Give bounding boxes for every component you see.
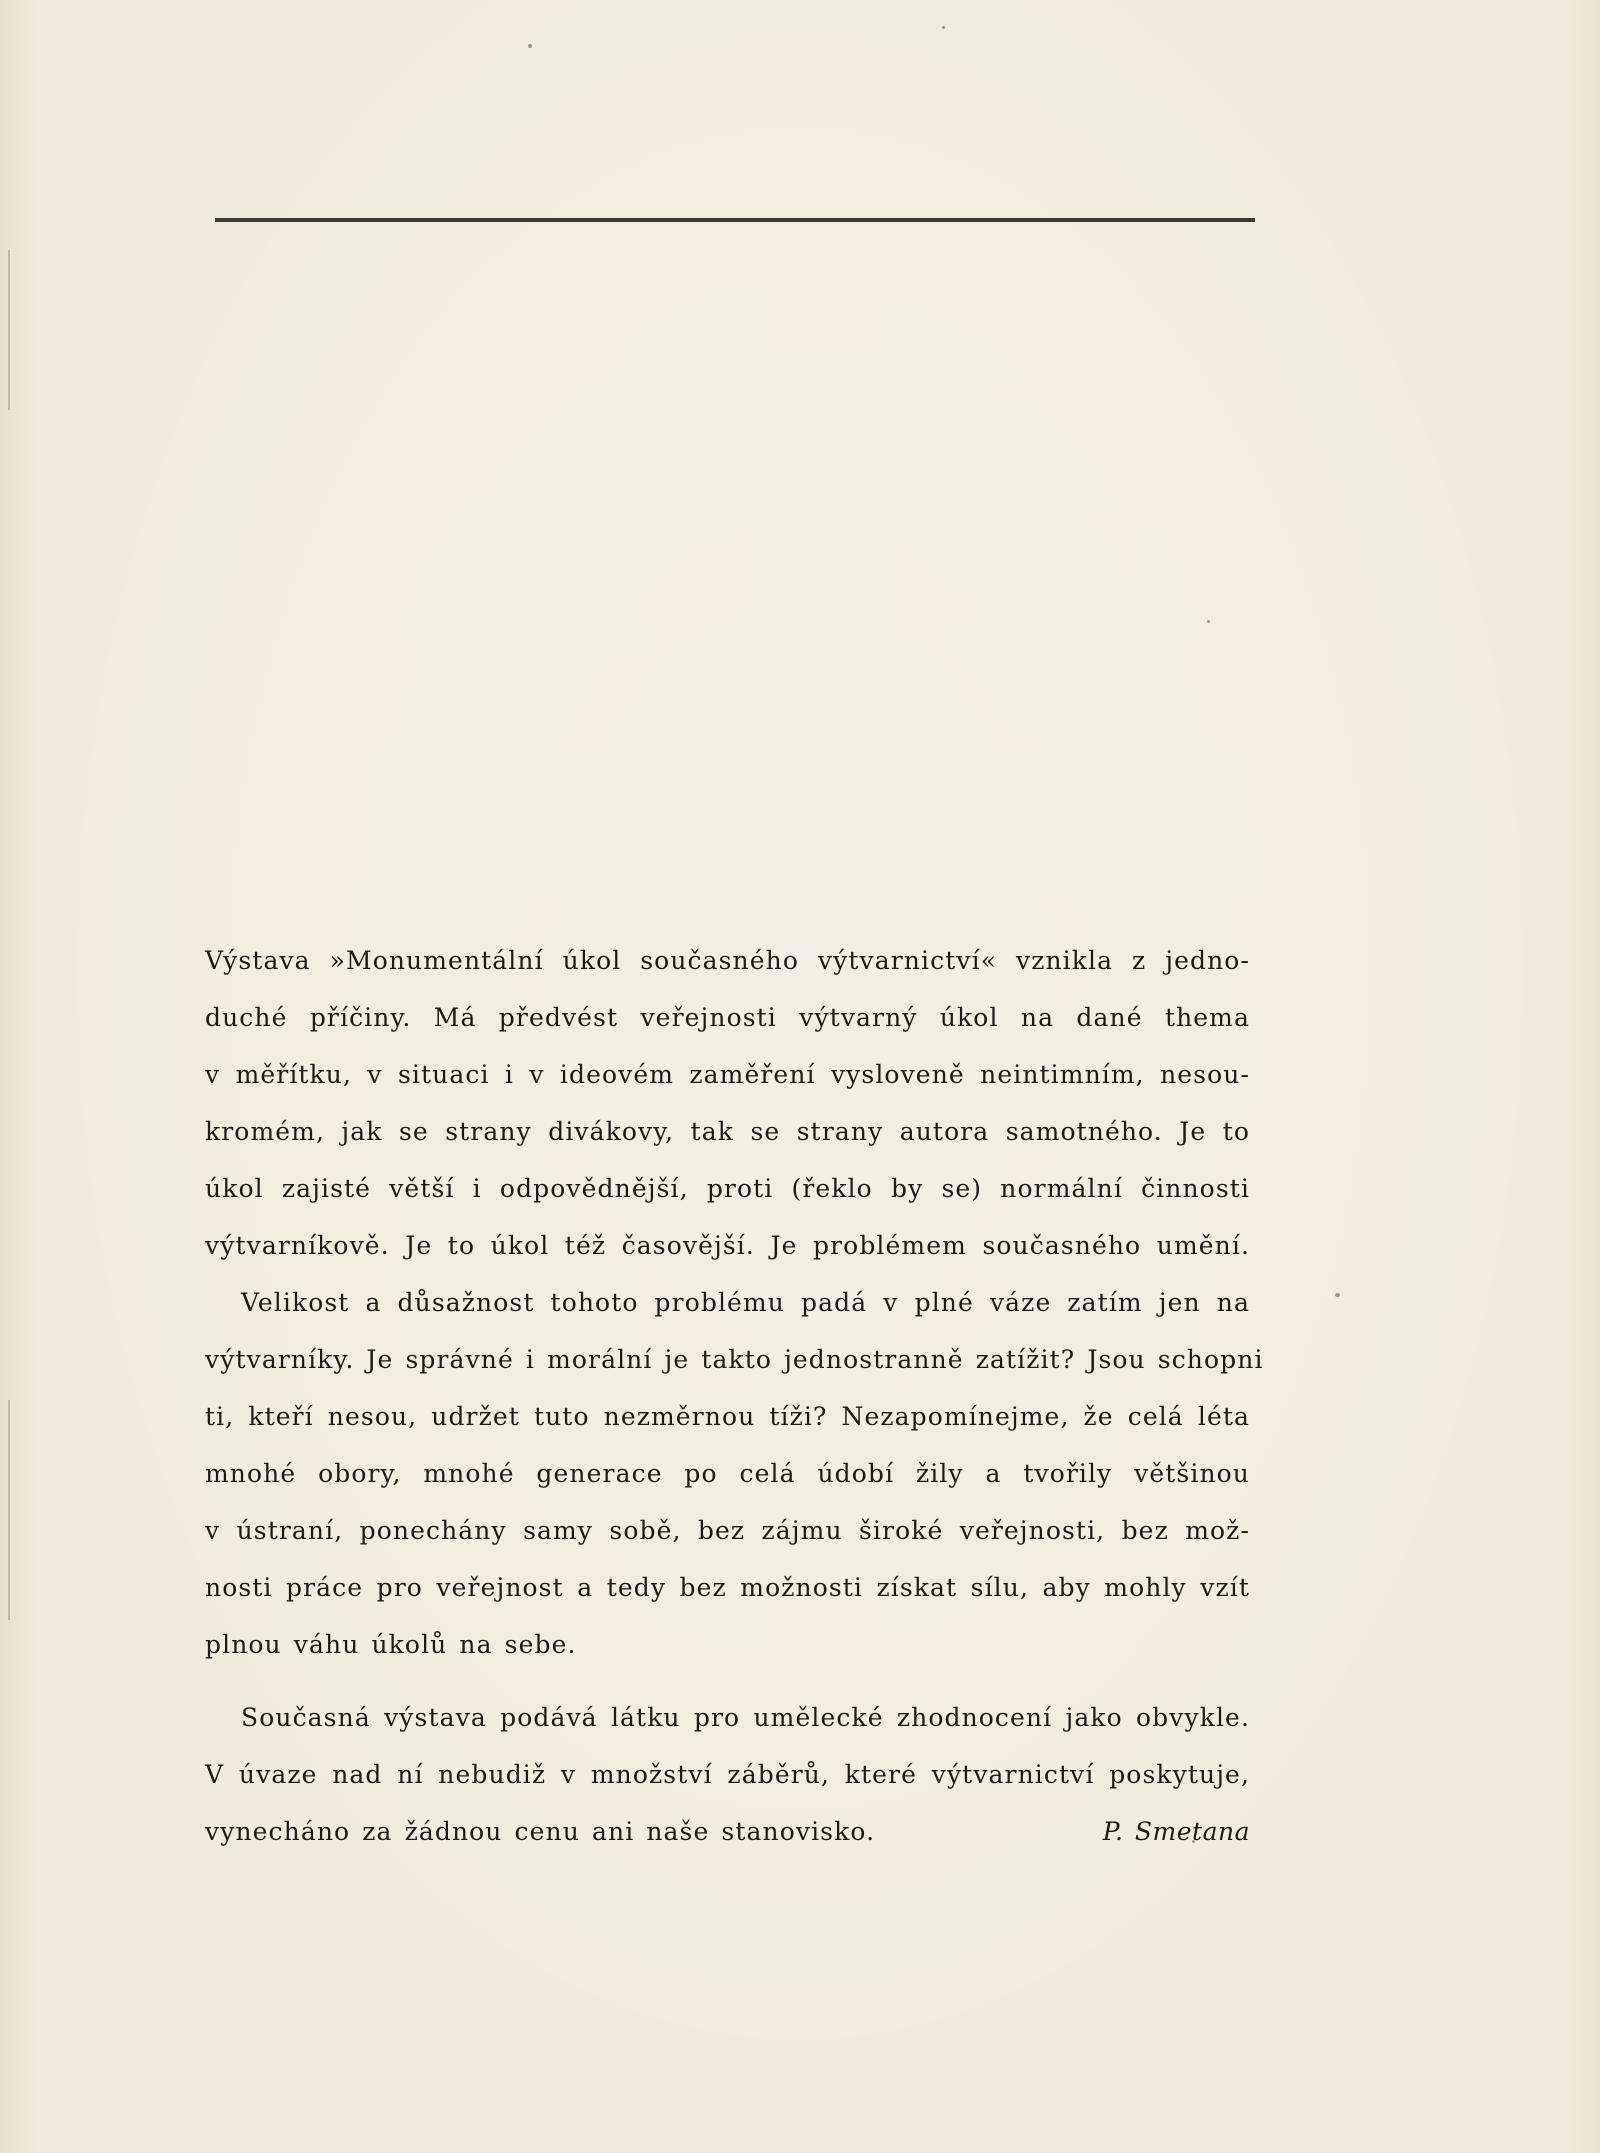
- text-line: vynecháno za žádnou cenu ani naše stanovisko.: [205, 1817, 876, 1846]
- scan-edge-mark: [8, 250, 10, 410]
- text-line: výtvarníky. Je správné i morální je takto jednostranně zatížit? Jsou schopni: [205, 1345, 1264, 1374]
- paper-speck: [942, 26, 945, 29]
- paper-speck: [1207, 620, 1210, 623]
- text-line: mnohé obory, mnohé generace po celá údobí žily a tvořily většinou: [205, 1459, 1250, 1488]
- paper-speck: [528, 44, 532, 48]
- preface-text: [205, 932, 1264, 1860]
- text-line: V úvaze nad ní nebudiž v množství záběrů, které výtvarnictví poskytuje,: [205, 1760, 1250, 1789]
- paragraph-1: [205, 932, 1250, 1274]
- top-rule: [215, 218, 1255, 222]
- closing-line: [205, 1803, 1250, 1860]
- paragraph-3: [205, 1689, 1250, 1860]
- text-line: plnou váhu úkolů na sebe.: [205, 1630, 577, 1659]
- author-signature: P. Smetana: [1102, 1817, 1250, 1846]
- text-line: Velikost a důsažnost tohoto problému padá v plné váze zatím jen na: [241, 1288, 1250, 1317]
- text-line: Výstava »Monumentální úkol současného výtvarnictví« vznikla z jedno-: [205, 946, 1250, 975]
- paper-speck: [1335, 1293, 1340, 1297]
- text-line: duché příčiny. Má předvést veřejnosti výtvarný úkol na dané thema: [205, 1003, 1250, 1032]
- paragraph-2: [205, 1274, 1264, 1673]
- scan-edge-mark: [8, 1400, 10, 1620]
- text-line: ti, kteří nesou, udržet tuto nezměrnou tíži? Nezapomínejme, že celá léta: [205, 1402, 1250, 1431]
- text-line: kromém, jak se strany divákovy, tak se strany autora samotného. Je to: [205, 1117, 1250, 1146]
- text-line: v ústraní, ponechány samy sobě, bez zájmu široké veřejnosti, bez mož-: [205, 1516, 1250, 1545]
- text-line: v měřítku, v situaci i v ideovém zaměření vysloveně neintimním, nesou-: [205, 1060, 1250, 1089]
- text-line: úkol zajisté větší i odpovědnější, proti (řeklo by se) normální činnosti: [205, 1174, 1250, 1203]
- text-line: výtvarníkově. Je to úkol též časovější. Je problémem současného umění.: [205, 1231, 1250, 1260]
- text-line: nosti práce pro veřejnost a tedy bez možnosti získat sílu, aby mohly vzít: [205, 1573, 1250, 1602]
- text-line: Současná výstava podává látku pro umělecké zhodnocení jako obvykle.: [241, 1703, 1250, 1732]
